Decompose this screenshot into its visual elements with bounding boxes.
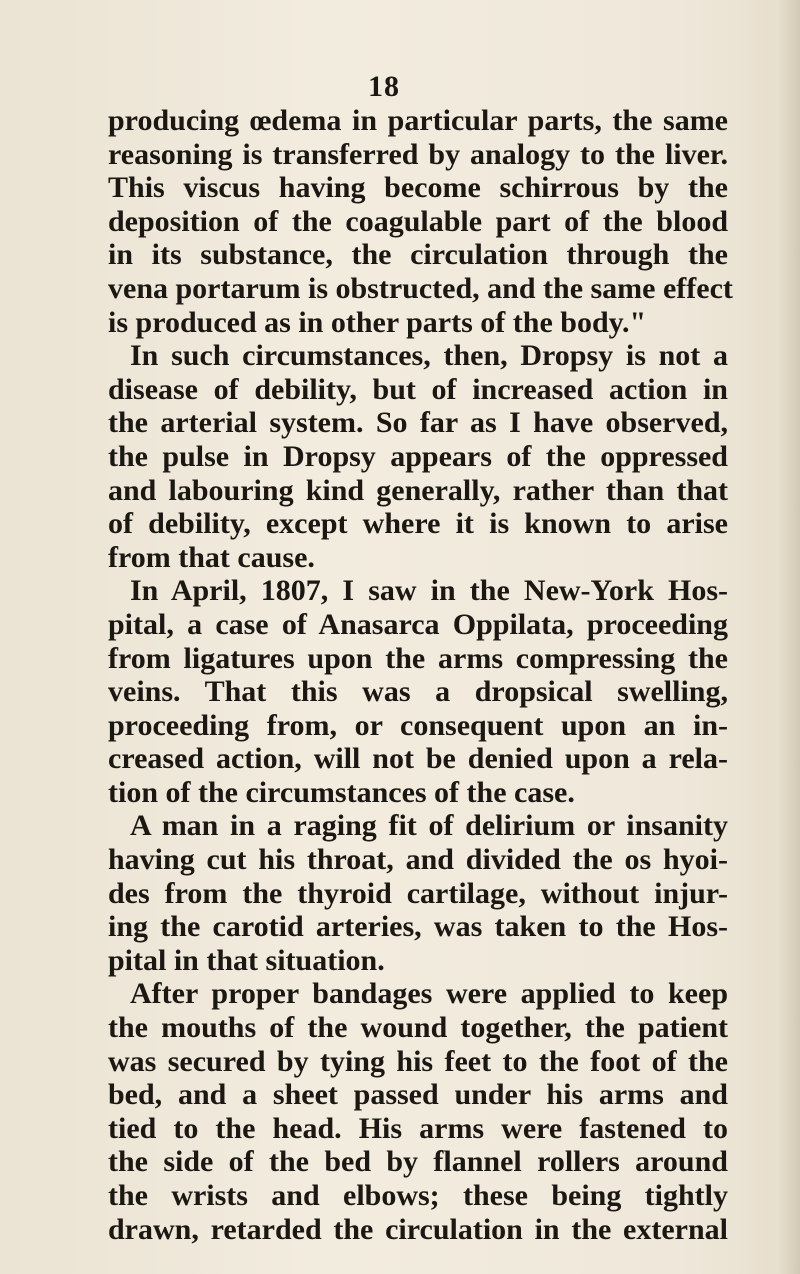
text-line: deposition of the coagulable part of the blood: [108, 204, 728, 238]
text-line: pital in that situation.: [108, 943, 385, 977]
text-line: in its substance, the circulation through the: [108, 238, 728, 272]
text-line: After proper bandages were applied to keep: [130, 977, 728, 1011]
text-line: creased action, will not be denied upon a rela-: [108, 742, 728, 776]
text-line: pital, a case of Anasarca Oppilata, proceeding: [108, 607, 728, 641]
text-line: proceeding from, or consequent upon an in-: [108, 708, 728, 742]
text-line: the arterial system. So far as I have observed,: [108, 406, 728, 440]
page-edge-shadow: [778, 0, 800, 1274]
text-line: of debility, except where it is known to arise: [108, 507, 728, 541]
body-text: [108, 104, 733, 1246]
text-line: producing œdema in particular parts, the same: [108, 104, 728, 137]
text-line: veins. That this was a dropsical swelling,: [108, 675, 728, 709]
text-line: tion of the circumstances of the case.: [108, 775, 575, 809]
text-line: the pulse in Dropsy appears of the oppressed: [108, 439, 728, 473]
text-line: is produced as in other parts of the body.": [108, 305, 647, 339]
text-line: was secured by tying his feet to the foot of the: [108, 1044, 728, 1078]
text-line: bed, and a sheet passed under his arms and: [108, 1078, 728, 1112]
text-line: vena portarum is obstructed, and the same effect: [108, 271, 733, 305]
text-line: In April, 1807, I saw in the New-York Hos-: [130, 574, 728, 608]
text-line: In such circumstances, then, Dropsy is not a: [130, 339, 728, 373]
text-line: drawn, retarded the circulation in the external: [108, 1212, 728, 1246]
text-line: from that cause.: [108, 540, 315, 574]
page-number: 18: [368, 70, 400, 103]
text-line: having cut his throat, and divided the os hyoi-: [108, 843, 728, 877]
text-line: tied to the head. His arms were fastened to: [108, 1111, 728, 1145]
text-line: A man in a raging fit of delirium or insanity: [130, 809, 728, 843]
text-line: des from the thyroid cartilage, without injur-: [108, 876, 728, 910]
text-line: and labouring kind generally, rather than that: [108, 473, 728, 507]
text-line: the wrists and elbows; these being tightly: [108, 1179, 728, 1212]
text-line: This viscus having become schirrous by the: [108, 171, 728, 205]
text-line: from ligatures upon the arms compressing the: [108, 641, 728, 675]
text-line: the side of the bed by flannel rollers around: [108, 1145, 728, 1179]
text-line: ing the carotid arteries, was taken to the Hos-: [108, 910, 728, 944]
text-line: the mouths of the wound together, the patient: [108, 1011, 728, 1045]
text-line: reasoning is transferred by analogy to the liver.: [108, 137, 728, 171]
text-line: disease of debility, but of increased action in: [108, 372, 728, 406]
